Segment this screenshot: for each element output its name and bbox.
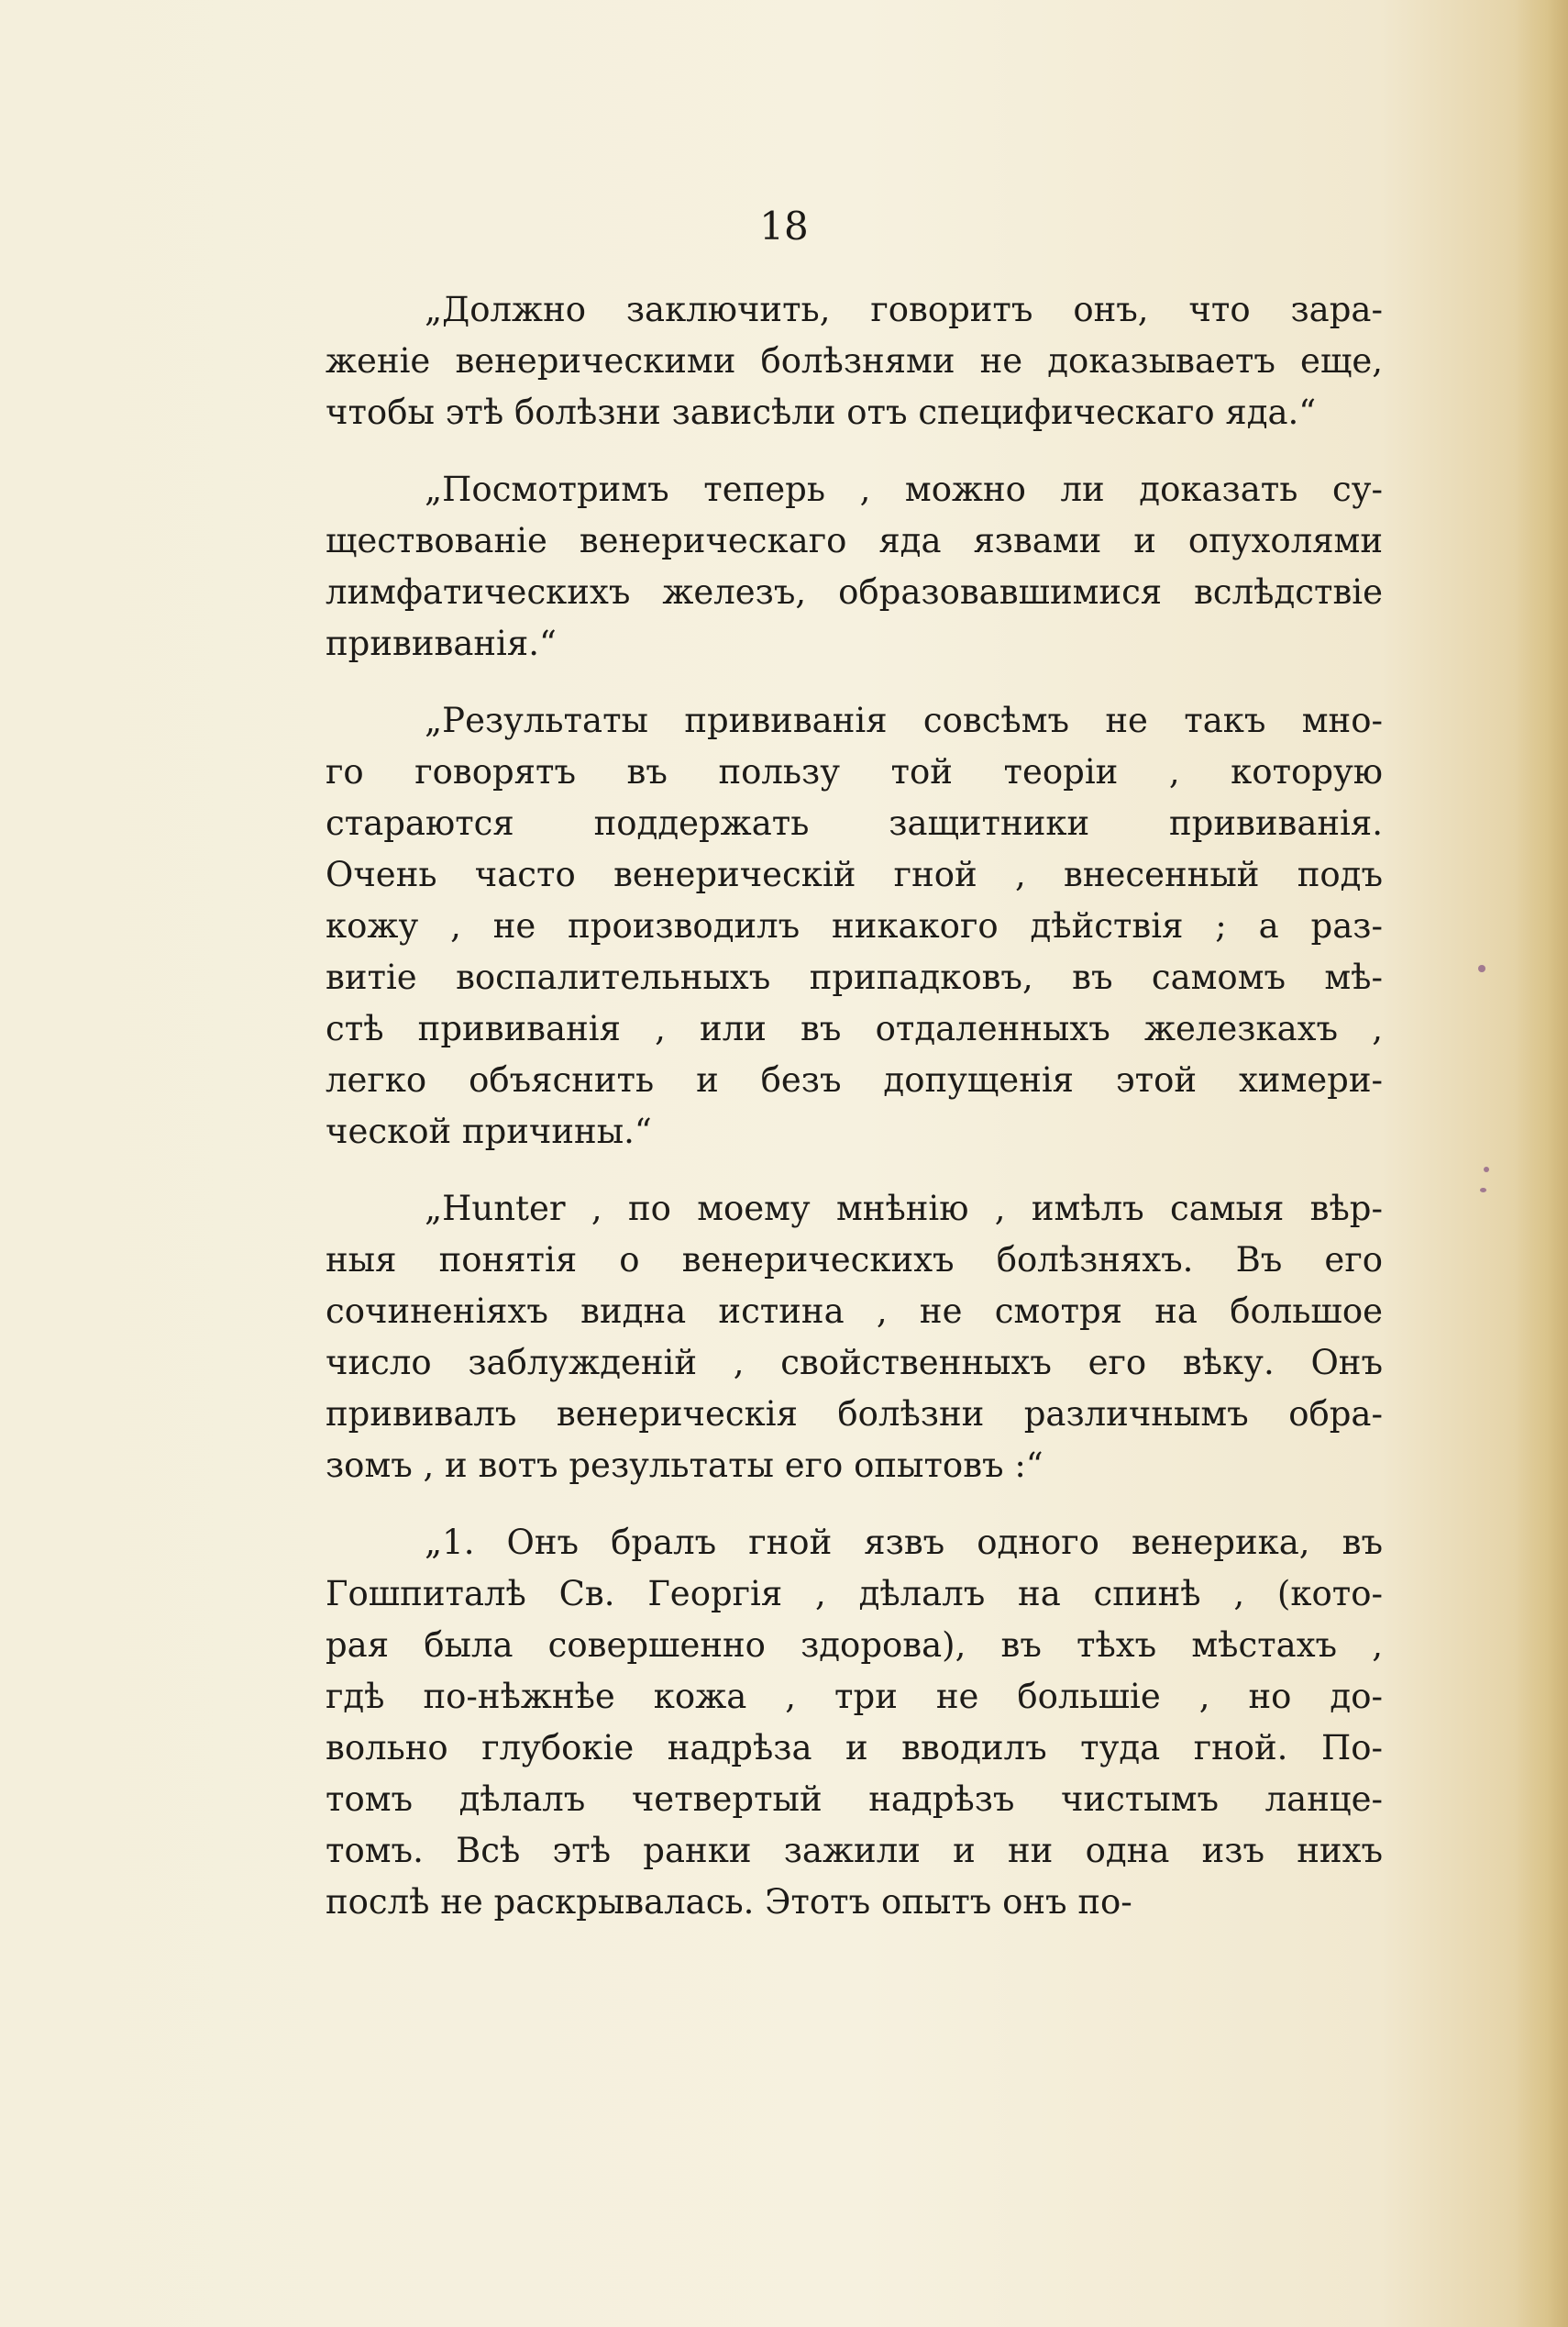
text-line: лимфатическихъ железъ, образовавшимися вслѣдствіе <box>326 572 1383 612</box>
text-line: „Посмотримъ теперь , можно ли доказать су- <box>425 470 1383 509</box>
paragraph <box>326 695 1383 1158</box>
page-edge-shading <box>1515 0 1568 2327</box>
text-line: легко объяснить и безъ допущенія этой химери- <box>326 1060 1383 1100</box>
text-line: Гошпиталѣ Св. Георгія , дѣлалъ на спинѣ , (кото- <box>326 1574 1383 1613</box>
text-line: сочиненіяхъ видна истина , не смотря на большое <box>326 1291 1383 1331</box>
text-line: гдѣ по-нѣжнѣе кожа , три не большіе , но до- <box>326 1677 1383 1716</box>
text-line: женіе венерическими болѣзнями не доказываетъ еще, <box>326 341 1383 381</box>
text-line: чтобы этѣ болѣзни зависѣли отъ специфическаго яда.“ <box>326 393 1317 432</box>
text-line: кожу , не производилъ никакого дѣйствія ; а раз- <box>326 906 1383 946</box>
text-line: число заблужденій , свойственныхъ его вѣку. Онъ <box>326 1343 1383 1382</box>
paragraph <box>326 284 1383 438</box>
ink-speck <box>1484 1167 1489 1172</box>
paragraph <box>326 1183 1383 1491</box>
paragraph <box>326 1517 1383 1928</box>
text-line: ныя понятія о венерическихъ болѣзняхъ. Въ его <box>326 1240 1383 1280</box>
ink-speck <box>1478 965 1485 972</box>
text-line: го говорятъ въ пользу той теоріи , которую <box>326 752 1383 792</box>
text-line: ческой причины.“ <box>326 1112 652 1151</box>
text-line: прививанія.“ <box>326 624 557 663</box>
text-line: стѣ прививанія , или въ отдаленныхъ железкахъ , <box>326 1009 1383 1048</box>
text-line: „1. Онъ бралъ гной язвъ одного венерика, въ <box>425 1523 1383 1562</box>
text-line: зомъ , и вотъ результаты его опытовъ :“ <box>326 1446 1043 1485</box>
text-line: „Должно заключить, говоритъ онъ, что зара- <box>425 290 1383 329</box>
body-text <box>326 284 1383 1954</box>
text-line: вольно глубокіе надрѣза и вводилъ туда гной. По- <box>326 1728 1383 1767</box>
text-line: томъ. Всѣ этѣ ранки зажили и ни одна изъ нихъ <box>326 1831 1383 1870</box>
page-number: 18 <box>759 204 809 249</box>
text-line: витіе воспалительныхъ припадковъ, въ самомъ мѣ- <box>326 958 1383 997</box>
text-line: рая была совершенно здорова), въ тѣхъ мѣстахъ , <box>326 1625 1383 1665</box>
text-line: ществованіе венерическаго яда язвами и опухолями <box>326 521 1383 560</box>
text-line: прививалъ венерическія болѣзни различнымъ обра- <box>326 1394 1383 1434</box>
text-line: послѣ не раскрывалась. Этотъ опытъ онъ по- <box>326 1882 1132 1922</box>
ink-speck <box>1480 1188 1486 1192</box>
text-line: „Результаты прививанія совсѣмъ не такъ мно- <box>425 701 1383 740</box>
text-line: томъ дѣлалъ четвертый надрѣзъ чистымъ ланце- <box>326 1779 1383 1819</box>
text-line: стараются поддержать защитники прививанія. <box>326 803 1383 843</box>
paragraph <box>326 464 1383 670</box>
text-line: „Hunter , по моему мнѣнію , имѣлъ самыя вѣр- <box>425 1189 1383 1228</box>
text-line: Очень часто венерическій гной , внесенный подъ <box>326 855 1383 894</box>
